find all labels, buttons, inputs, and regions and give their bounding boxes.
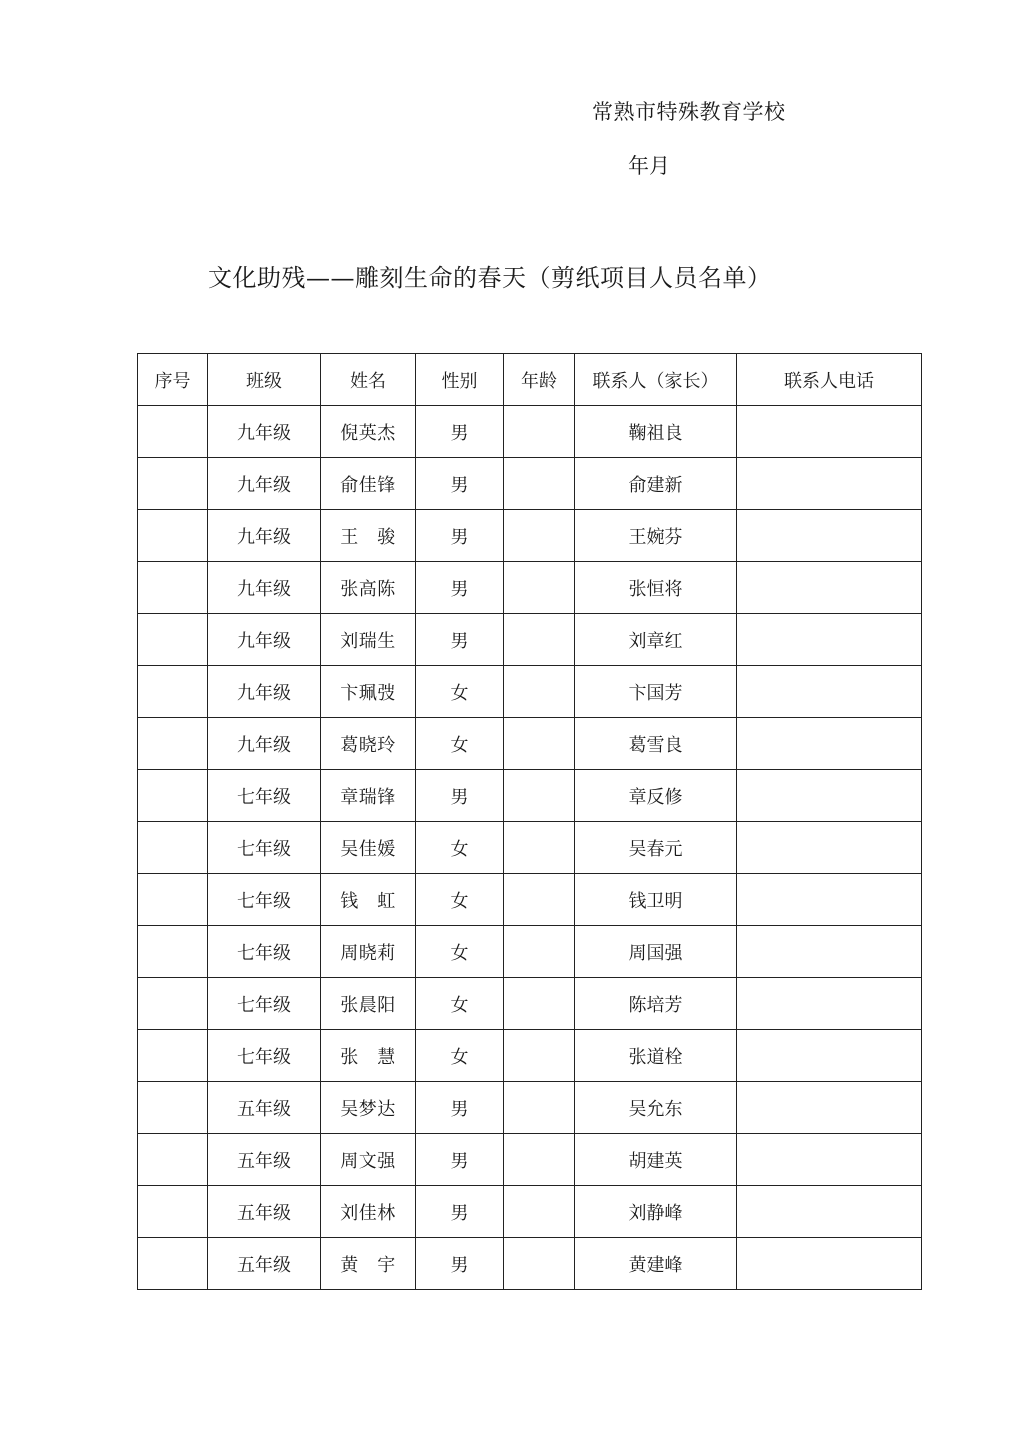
table-row bbox=[138, 926, 922, 978]
cell-seq bbox=[138, 822, 208, 874]
cell-gender: 男 bbox=[416, 562, 504, 614]
cell-contact: 陈培芳 bbox=[575, 978, 737, 1030]
cell-phone bbox=[737, 718, 922, 770]
table-row bbox=[138, 1082, 922, 1134]
cell-age bbox=[504, 510, 575, 562]
cell-name: 倪英杰 bbox=[321, 406, 416, 458]
table-row bbox=[138, 874, 922, 926]
cell-contact: 吴春元 bbox=[575, 822, 737, 874]
cell-grade: 七年级 bbox=[208, 1030, 321, 1082]
cell-name: 钱 虹 bbox=[321, 874, 416, 926]
cell-seq bbox=[138, 1030, 208, 1082]
cell-phone bbox=[737, 562, 922, 614]
cell-seq bbox=[138, 562, 208, 614]
table-row bbox=[138, 510, 922, 562]
cell-grade: 五年级 bbox=[208, 1134, 321, 1186]
cell-phone bbox=[737, 406, 922, 458]
cell-age bbox=[504, 1030, 575, 1082]
cell-age bbox=[504, 874, 575, 926]
cell-grade: 九年级 bbox=[208, 718, 321, 770]
cell-contact: 刘静峰 bbox=[575, 1186, 737, 1238]
cell-contact: 吴允东 bbox=[575, 1082, 737, 1134]
cell-name: 黄 宇 bbox=[321, 1238, 416, 1290]
cell-contact: 张恒将 bbox=[575, 562, 737, 614]
cell-phone bbox=[737, 614, 922, 666]
cell-gender: 女 bbox=[416, 718, 504, 770]
table-row bbox=[138, 770, 922, 822]
table-row bbox=[138, 614, 922, 666]
cell-name: 俞佳锋 bbox=[321, 458, 416, 510]
roster-body bbox=[138, 406, 922, 1290]
cell-gender: 女 bbox=[416, 666, 504, 718]
cell-grade: 九年级 bbox=[208, 458, 321, 510]
cell-age bbox=[504, 406, 575, 458]
cell-age bbox=[504, 458, 575, 510]
cell-phone bbox=[737, 874, 922, 926]
cell-phone bbox=[737, 510, 922, 562]
cell-name: 吴佳媛 bbox=[321, 822, 416, 874]
cell-grade: 七年级 bbox=[208, 874, 321, 926]
cell-age bbox=[504, 718, 575, 770]
table-header-row bbox=[138, 354, 922, 406]
col-header-contact: 联系人（家长） bbox=[575, 354, 737, 406]
col-header-grade: 班级 bbox=[208, 354, 321, 406]
cell-contact: 卞国芳 bbox=[575, 666, 737, 718]
cell-phone bbox=[737, 1238, 922, 1290]
cell-seq bbox=[138, 1134, 208, 1186]
cell-grade: 七年级 bbox=[208, 822, 321, 874]
cell-gender: 男 bbox=[416, 510, 504, 562]
cell-gender: 女 bbox=[416, 822, 504, 874]
col-header-name: 姓名 bbox=[321, 354, 416, 406]
cell-seq bbox=[138, 406, 208, 458]
cell-contact: 王婉芬 bbox=[575, 510, 737, 562]
roster-table bbox=[137, 353, 922, 1290]
cell-gender: 男 bbox=[416, 614, 504, 666]
cell-contact: 鞠祖良 bbox=[575, 406, 737, 458]
cell-grade: 五年级 bbox=[208, 1238, 321, 1290]
cell-phone bbox=[737, 458, 922, 510]
cell-name: 张 慧 bbox=[321, 1030, 416, 1082]
cell-name: 章瑞锋 bbox=[321, 770, 416, 822]
cell-gender: 男 bbox=[416, 770, 504, 822]
cell-seq bbox=[138, 1238, 208, 1290]
cell-name: 葛晓玲 bbox=[321, 718, 416, 770]
cell-name: 周晓莉 bbox=[321, 926, 416, 978]
cell-seq bbox=[138, 666, 208, 718]
cell-phone bbox=[737, 666, 922, 718]
col-header-seq: 序号 bbox=[138, 354, 208, 406]
cell-contact: 钱卫明 bbox=[575, 874, 737, 926]
cell-seq bbox=[138, 770, 208, 822]
cell-contact: 刘章红 bbox=[575, 614, 737, 666]
table-row bbox=[138, 978, 922, 1030]
cell-age bbox=[504, 1082, 575, 1134]
cell-age bbox=[504, 614, 575, 666]
cell-gender: 男 bbox=[416, 1134, 504, 1186]
cell-grade: 九年级 bbox=[208, 406, 321, 458]
table-row bbox=[138, 1238, 922, 1290]
cell-grade: 九年级 bbox=[208, 614, 321, 666]
cell-name: 刘佳林 bbox=[321, 1186, 416, 1238]
cell-seq bbox=[138, 978, 208, 1030]
cell-seq bbox=[138, 1082, 208, 1134]
cell-grade: 五年级 bbox=[208, 1082, 321, 1134]
table-row bbox=[138, 458, 922, 510]
cell-seq bbox=[138, 926, 208, 978]
cell-grade: 五年级 bbox=[208, 1186, 321, 1238]
cell-seq bbox=[138, 1186, 208, 1238]
table-row bbox=[138, 562, 922, 614]
cell-gender: 女 bbox=[416, 978, 504, 1030]
cell-age bbox=[504, 1186, 575, 1238]
cell-name: 张高陈 bbox=[321, 562, 416, 614]
cell-phone bbox=[737, 822, 922, 874]
cell-contact: 黄建峰 bbox=[575, 1238, 737, 1290]
cell-contact: 葛雪良 bbox=[575, 718, 737, 770]
cell-name: 吴梦达 bbox=[321, 1082, 416, 1134]
cell-seq bbox=[138, 874, 208, 926]
school-name: 常熟市特殊教育学校 bbox=[592, 100, 786, 124]
cell-grade: 七年级 bbox=[208, 978, 321, 1030]
cell-gender: 男 bbox=[416, 1082, 504, 1134]
cell-age bbox=[504, 926, 575, 978]
cell-age bbox=[504, 770, 575, 822]
cell-phone bbox=[737, 926, 922, 978]
cell-gender: 男 bbox=[416, 1238, 504, 1290]
cell-gender: 女 bbox=[416, 926, 504, 978]
cell-age bbox=[504, 1134, 575, 1186]
cell-grade: 九年级 bbox=[208, 510, 321, 562]
table-row bbox=[138, 1134, 922, 1186]
cell-phone bbox=[737, 1082, 922, 1134]
cell-age bbox=[504, 562, 575, 614]
cell-grade: 九年级 bbox=[208, 562, 321, 614]
cell-seq bbox=[138, 614, 208, 666]
cell-contact: 胡建英 bbox=[575, 1134, 737, 1186]
cell-gender: 男 bbox=[416, 1186, 504, 1238]
cell-name: 卞珮弢 bbox=[321, 666, 416, 718]
cell-phone bbox=[737, 1186, 922, 1238]
cell-contact: 俞建新 bbox=[575, 458, 737, 510]
cell-seq bbox=[138, 718, 208, 770]
table-row bbox=[138, 666, 922, 718]
cell-gender: 女 bbox=[416, 1030, 504, 1082]
table-row bbox=[138, 1186, 922, 1238]
cell-name: 刘瑞生 bbox=[321, 614, 416, 666]
cell-age bbox=[504, 822, 575, 874]
cell-contact: 章反修 bbox=[575, 770, 737, 822]
cell-seq bbox=[138, 458, 208, 510]
col-header-gender: 性别 bbox=[416, 354, 504, 406]
cell-gender: 女 bbox=[416, 874, 504, 926]
cell-name: 周文强 bbox=[321, 1134, 416, 1186]
cell-grade: 七年级 bbox=[208, 926, 321, 978]
cell-gender: 男 bbox=[416, 406, 504, 458]
cell-phone bbox=[737, 770, 922, 822]
date-line: 年月 bbox=[628, 154, 670, 178]
cell-seq bbox=[138, 510, 208, 562]
cell-phone bbox=[737, 1134, 922, 1186]
cell-phone bbox=[737, 1030, 922, 1082]
document-title: 文化助残——雕刻生命的春天（剪纸项目人员名单） bbox=[208, 264, 772, 292]
cell-age bbox=[504, 666, 575, 718]
cell-phone bbox=[737, 978, 922, 1030]
col-header-age: 年龄 bbox=[504, 354, 575, 406]
cell-grade: 七年级 bbox=[208, 770, 321, 822]
cell-age bbox=[504, 978, 575, 1030]
table-row bbox=[138, 1030, 922, 1082]
table-row bbox=[138, 822, 922, 874]
cell-gender: 男 bbox=[416, 458, 504, 510]
cell-contact: 张道栓 bbox=[575, 1030, 737, 1082]
cell-contact: 周国强 bbox=[575, 926, 737, 978]
cell-age bbox=[504, 1238, 575, 1290]
table-row bbox=[138, 406, 922, 458]
cell-name: 张晨阳 bbox=[321, 978, 416, 1030]
cell-name: 王 骏 bbox=[321, 510, 416, 562]
table-row bbox=[138, 718, 922, 770]
col-header-phone: 联系人电话 bbox=[737, 354, 922, 406]
cell-grade: 九年级 bbox=[208, 666, 321, 718]
